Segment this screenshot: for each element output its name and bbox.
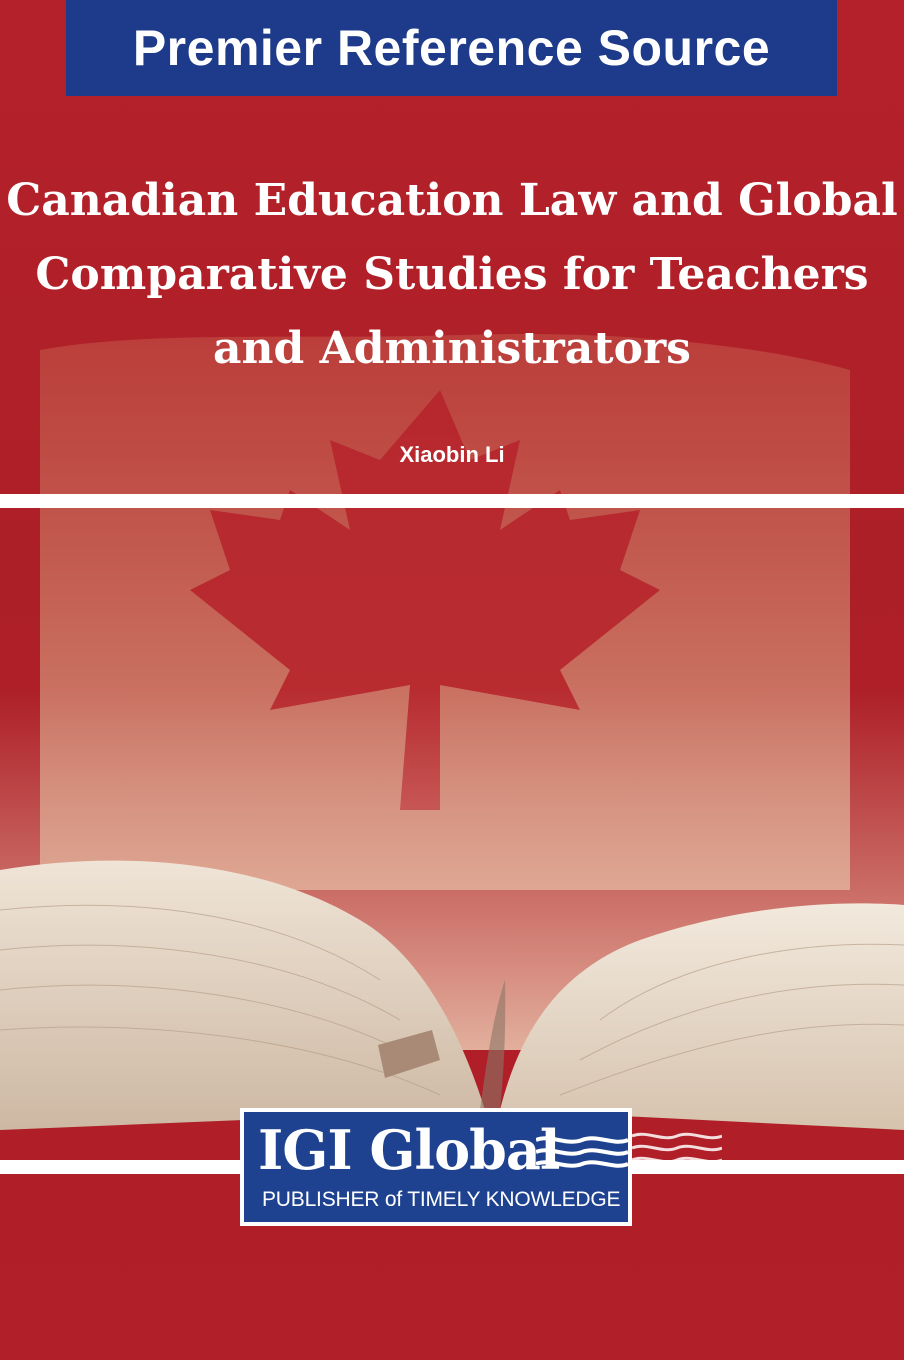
waves-trail-icon <box>632 1130 722 1174</box>
title-line-3: and Administrators <box>213 323 691 374</box>
title-line-2: Comparative Studies for Teachers <box>35 249 869 300</box>
series-banner <box>66 0 837 96</box>
author-name: Xiaobin Li <box>399 442 505 467</box>
waves-icon <box>536 1132 628 1178</box>
divider-top <box>0 494 904 508</box>
book-title <box>0 164 904 386</box>
publisher-name: IGI Global <box>258 1118 560 1182</box>
series-label: Premier Reference Source <box>132 20 771 76</box>
title-line-1: Canadian Education Law and Global <box>6 175 898 226</box>
publisher-tagline: PUBLISHER of TIMELY KNOWLEDGE <box>262 1188 621 1211</box>
publisher-logo <box>240 1108 632 1226</box>
